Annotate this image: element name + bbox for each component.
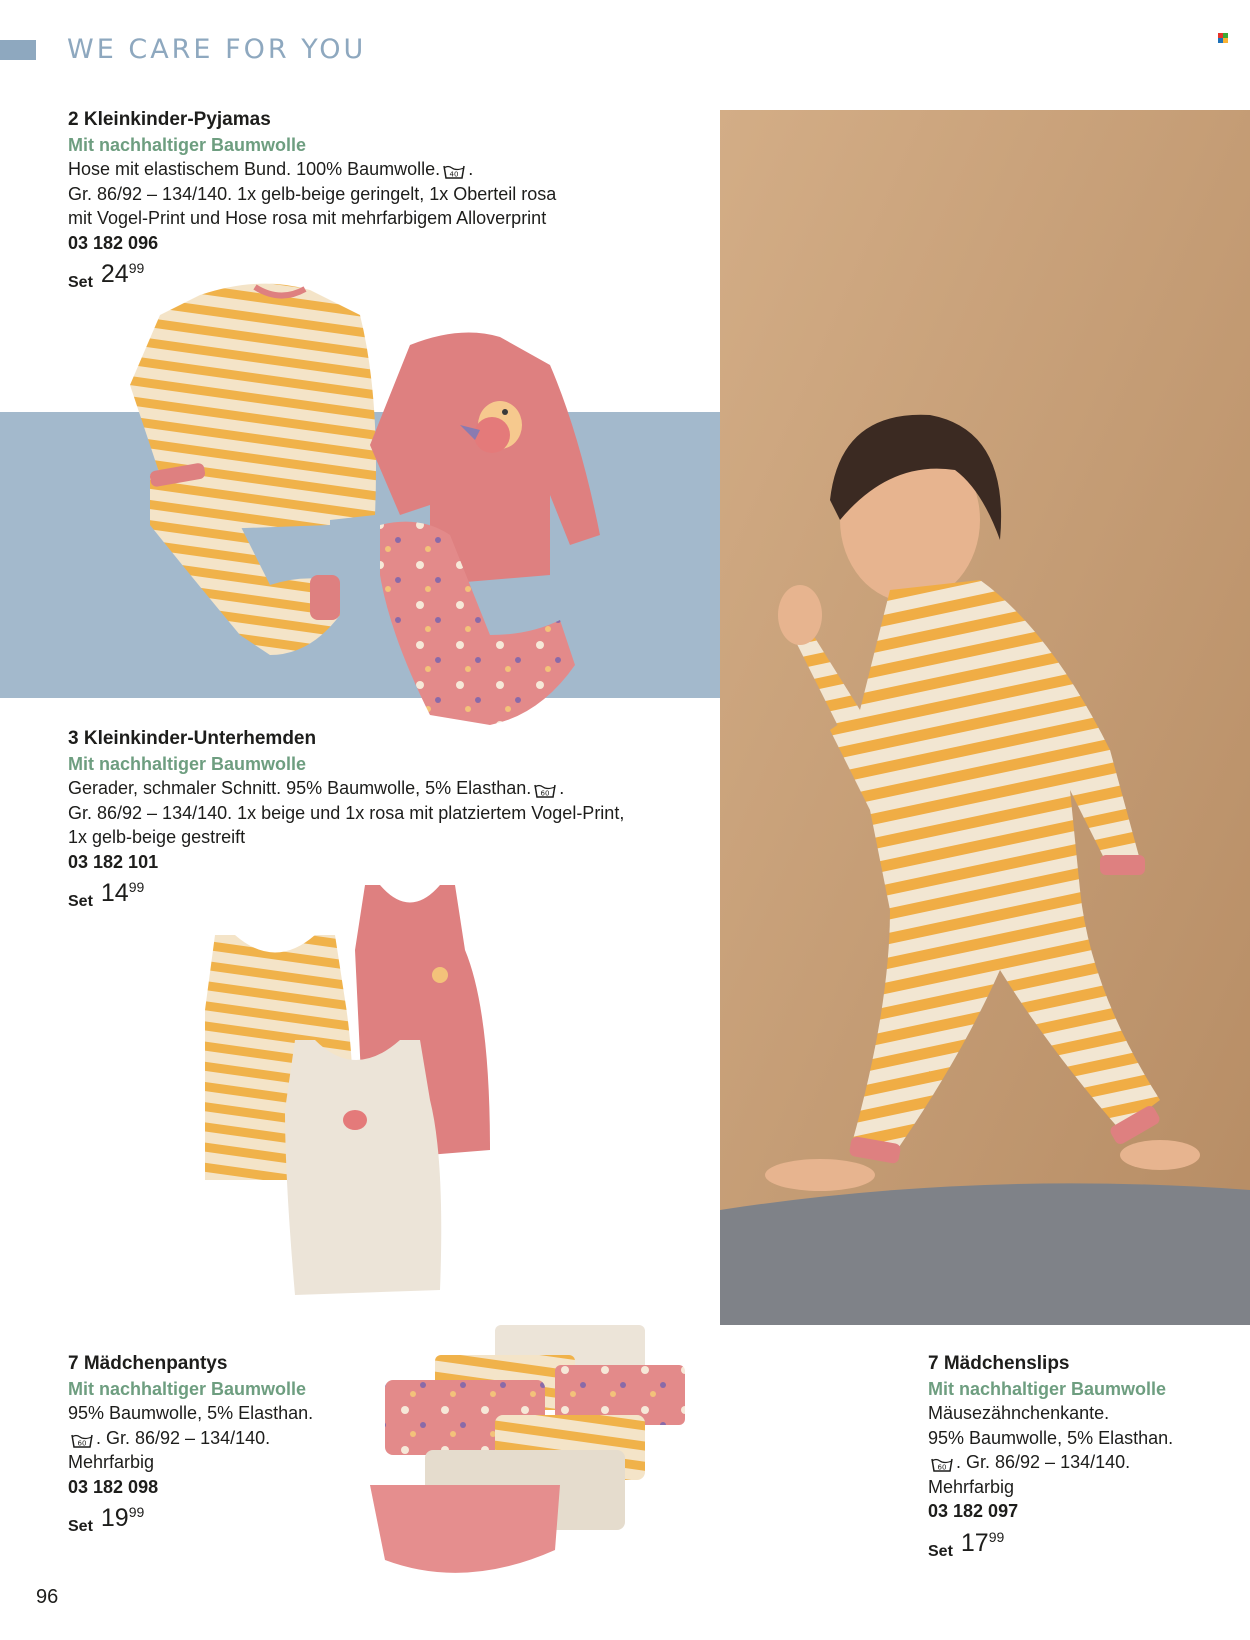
svg-text:60: 60 xyxy=(937,1463,947,1472)
pyjamas-product-image xyxy=(130,275,670,755)
product-description-line: mit Vogel-Print und Hose rosa mit mehrfarbigem Alloverprint xyxy=(68,208,547,228)
svg-text:40: 40 xyxy=(449,170,459,179)
price xyxy=(68,1503,313,1540)
svg-text:60: 60 xyxy=(77,1439,87,1448)
lifestyle-photo xyxy=(720,110,1250,1325)
page-header-title: WE CARE FOR YOU xyxy=(67,34,367,65)
child-in-pyjama-illustration xyxy=(720,110,1250,1325)
product-subtitle: Mit nachhaltiger Baumwolle xyxy=(928,1378,1167,1399)
price-euros: 24 xyxy=(100,260,129,288)
product-description-line: 95% Baumwolle, 5% Elasthan. xyxy=(68,1403,314,1423)
page-number: 96 xyxy=(36,1586,59,1608)
price-euros: 14 xyxy=(100,879,129,907)
product-title: 7 Mädchenpantys xyxy=(68,1353,228,1374)
product-title: 2 Kleinkinder-Pyjamas xyxy=(68,109,271,130)
price-cents: 99 xyxy=(128,260,145,276)
product-description-line: Mäusezähnchenkante. xyxy=(928,1403,1110,1423)
wash-40-icon xyxy=(443,162,465,178)
product-description-line: Gr. 86/92 – 134/140. 1x gelb-beige geringelt, 1x Oberteil rosa xyxy=(68,183,557,204)
header-accent-bar xyxy=(0,40,36,60)
product-description-line: 60 . Gr. 86/92 – 134/140. xyxy=(68,1426,313,1451)
product-description-line: 95% Baumwolle, 5% Elasthan. xyxy=(928,1427,1174,1448)
product-description-line: Gerader, schmaler Schnitt. 95% Baumwolle, 5% Elasthan. 60 . xyxy=(68,778,565,798)
price-euros: 19 xyxy=(100,1504,129,1532)
product-description-line: Gr. 86/92 – 134/140. 1x beige und 1x rosa mit platziertem Vogel-Print, xyxy=(68,802,625,823)
price-unit: Set xyxy=(68,893,93,910)
product-pantys xyxy=(68,1352,313,1540)
price-unit: Set xyxy=(68,1518,93,1535)
pantys-product-image xyxy=(355,1320,685,1600)
product-description-line: Hose mit elastischem Bund. 100% Baumwolle. 40 . xyxy=(68,159,474,179)
product-description-line: Mehrfarbig xyxy=(928,1476,1015,1497)
wash-60-icon xyxy=(534,781,556,797)
product-description-line: 1x gelb-beige gestreift xyxy=(68,827,246,847)
price-euros: 17 xyxy=(960,1528,989,1557)
price-unit: Set xyxy=(928,1542,953,1560)
price-cents: 99 xyxy=(128,1504,145,1520)
product-pyjamas xyxy=(68,108,556,296)
price-unit: Set xyxy=(68,274,93,291)
svg-text:60: 60 xyxy=(540,789,550,798)
product-title: 3 Kleinkinder-Unterhemden xyxy=(68,728,317,749)
product-subtitle: Mit nachhaltiger Baumwolle xyxy=(68,753,307,774)
article-number: 03 182 096 xyxy=(68,232,159,253)
article-number: 03 182 101 xyxy=(68,851,159,872)
price-cents: 99 xyxy=(988,1528,1005,1545)
product-subtitle: Mit nachhaltiger Baumwolle xyxy=(68,134,307,155)
wash-60-icon xyxy=(71,1431,93,1447)
brand-logo-icon xyxy=(1218,33,1228,43)
product-description-line: 60 . Gr. 86/92 – 134/140. xyxy=(928,1450,1173,1475)
product-title: 7 Mädchenslips xyxy=(928,1353,1070,1374)
price xyxy=(928,1528,1173,1565)
product-slips xyxy=(928,1352,1173,1564)
undershirts-product-image xyxy=(205,880,525,1300)
price-cents: 99 xyxy=(128,879,145,895)
product-description-line: Mehrfarbig xyxy=(68,1452,155,1472)
article-number: 03 182 098 xyxy=(68,1476,159,1497)
product-subtitle: Mit nachhaltiger Baumwolle xyxy=(68,1378,307,1399)
article-number: 03 182 097 xyxy=(928,1501,1019,1521)
wash-60-icon xyxy=(931,1455,953,1471)
